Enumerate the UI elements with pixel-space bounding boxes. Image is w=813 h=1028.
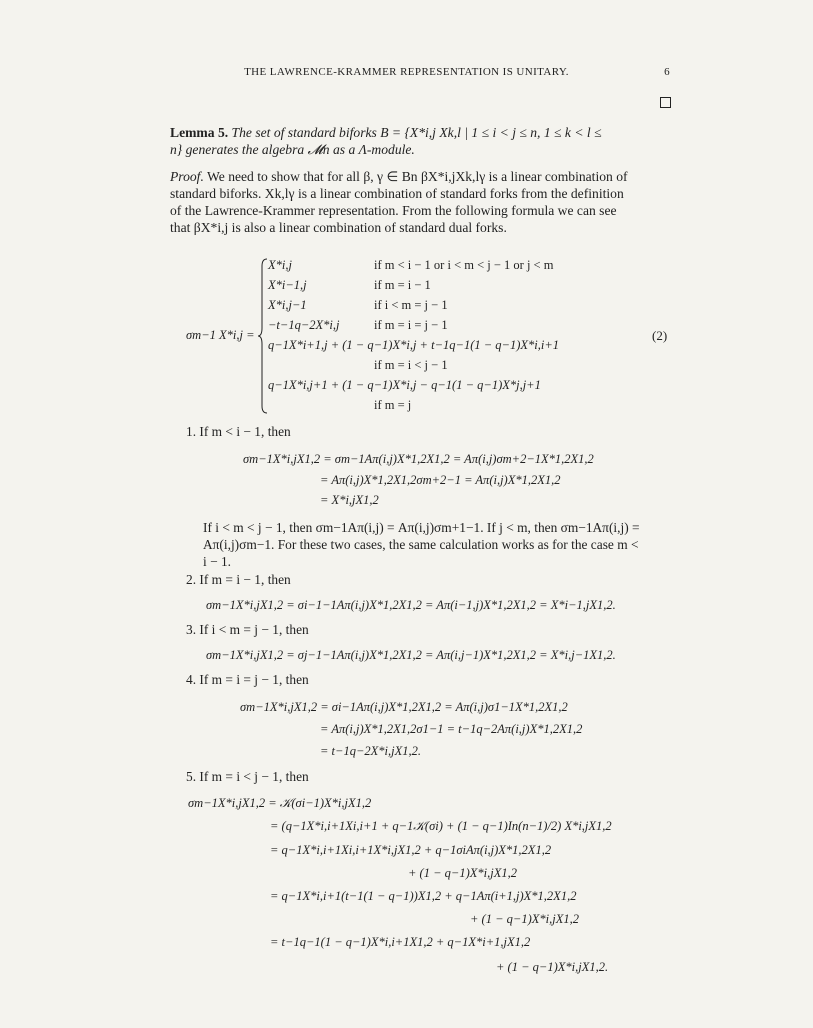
case-condition: if m < i − 1 or i < m < j − 1 or j < m (374, 258, 554, 272)
case4-line1: σm−1X*i,jX1,2 = σi−1Aπ(i,j)X*1,2X1,2 = Aπ(i,j)σ1−1X*1,2X1,2 (240, 700, 568, 714)
case-expression: X*i−1,j (268, 278, 307, 292)
case2-line1: σm−1X*i,jX1,2 = σi−1−1Aπ(i,j)X*1,2X1,2 = Aπ(i−1,j)X*1,2X1,2 = X*i−1,jX1,2. (206, 598, 616, 612)
proof-line2: standard biforks. Xk,lγ is a linear combination of standard forks from the definition (170, 186, 624, 201)
proof-line1: We need to show that for all β, γ ∈ Bn βX*i,jXk,lγ is a linear combination of (207, 169, 628, 184)
case1-line1: σm−1X*i,jX1,2 = σm−1Aπ(i,j)X*1,2X1,2 = Aπ(i,j)σm+2−1X*1,2X1,2 (243, 452, 594, 466)
case-condition: if m = j (374, 398, 412, 412)
proof-line4: that βX*i,j is also a linear combination of standard dual forks. (170, 220, 507, 235)
lemma-statement-line1: The set of standard biforks B = {X*i,j Xk,l | 1 ≤ i < j ≤ n, 1 ≤ k < l ≤ (231, 125, 602, 140)
case5-line5: = q−1X*i,i+1(t−1(1 − q−1))X1,2 + q−1Aπ(i+1,j)X*1,2X1,2 (270, 889, 577, 903)
case-item-5: 5. If m = i < j − 1, then (186, 769, 309, 784)
proof-paragraph (170, 168, 673, 236)
left-brace-icon (258, 258, 268, 414)
lemma-5 (170, 124, 673, 158)
case1-line3: = X*i,jX1,2 (320, 493, 379, 507)
case-expression: X*i,j−1 (268, 298, 307, 312)
header-title: THE LAWRENCE-KRAMMER REPRESENTATION IS UNITARY. (244, 66, 569, 78)
case-item-2: 2. If m = i − 1, then (186, 572, 291, 587)
case1-line2: = Aπ(i,j)X*1,2X1,2σm+2−1 = Aπ(i,j)X*1,2X1,2 (320, 473, 561, 487)
case5-line6: + (1 − q−1)X*i,jX1,2 (470, 912, 579, 926)
case-expression: q−1X*i+1,j + (1 − q−1)X*i,j + t−1q−1(1 − q−1)X*i,i+1 (268, 338, 560, 352)
case-expression: q−1X*i,j+1 + (1 − q−1)X*i,j − q−1(1 − q−1)X*j,j+1 (268, 378, 541, 392)
page-number: 6 (664, 66, 670, 78)
case4-line2: = Aπ(i,j)X*1,2X1,2σ1−1 = t−1q−2Aπ(i,j)X*1,2X1,2 (320, 722, 583, 736)
case1-note: If i < m < j − 1, then σm−1Aπ(i,j) = Aπ(i,j)σm+1−1. If j < m, then σm−1Aπ(i,j) = Aπ(i,j)σm−1. For these two cases, the same calculation works as for the case m < i − 1. (203, 520, 640, 569)
proof-line3: of the Lawrence-Krammer representation. From the following formula we can see (170, 203, 617, 218)
formula-2-lhs: σm−1 X*i,j = (186, 328, 255, 342)
case5-line1: σm−1X*i,jX1,2 = 𝒦(σi−1)X*i,jX1,2 (188, 796, 372, 810)
case-condition: if m = i − 1 (374, 278, 431, 292)
case-expression: −t−1q−2X*i,j (268, 318, 340, 332)
case5-line2: = (q−1X*i,i+1Xi,i+1 + q−1𝒦(σi) + (1 − q−1)In(n−1)/2) X*i,jX1,2 (270, 819, 612, 833)
case-condition: if m = i = j − 1 (374, 318, 448, 332)
case5-line4: + (1 − q−1)X*i,jX1,2 (408, 866, 517, 880)
lemma-label: Lemma 5. (170, 125, 229, 140)
qed-box-icon (660, 97, 671, 108)
case5-line7: = t−1q−1(1 − q−1)X*i,i+1X1,2 + q−1X*i+1,jX1,2 (270, 935, 531, 949)
case-condition: if i < m = j − 1 (374, 298, 448, 312)
case5-line3: = q−1X*i,i+1Xi,i+1X*i,jX1,2 + q−1σiAπ(i,j)X*1,2X1,2 (270, 843, 552, 857)
case3-line1: σm−1X*i,jX1,2 = σj−1−1Aπ(i,j)X*1,2X1,2 = Aπ(i,j−1)X*1,2X1,2 = X*i,j−1X1,2. (206, 648, 616, 662)
case-item-1: 1. If m < i − 1, then (186, 424, 291, 439)
equation-number: (2) (652, 328, 668, 343)
case4-line3: = t−1q−2X*i,jX1,2. (320, 744, 421, 758)
lemma-statement-line2: n} generates the algebra 𝓜n as a Λ-module. (170, 142, 415, 157)
proof-label: Proof. (170, 169, 204, 184)
case-condition: if m = i < j − 1 (374, 358, 448, 372)
case5-line8: + (1 − q−1)X*i,jX1,2. (496, 960, 609, 974)
case-expression: X*i,j (268, 258, 292, 272)
case-item-4: 4. If m = i = j − 1, then (186, 672, 309, 687)
case-item-3: 3. If i < m = j − 1, then (186, 622, 309, 637)
